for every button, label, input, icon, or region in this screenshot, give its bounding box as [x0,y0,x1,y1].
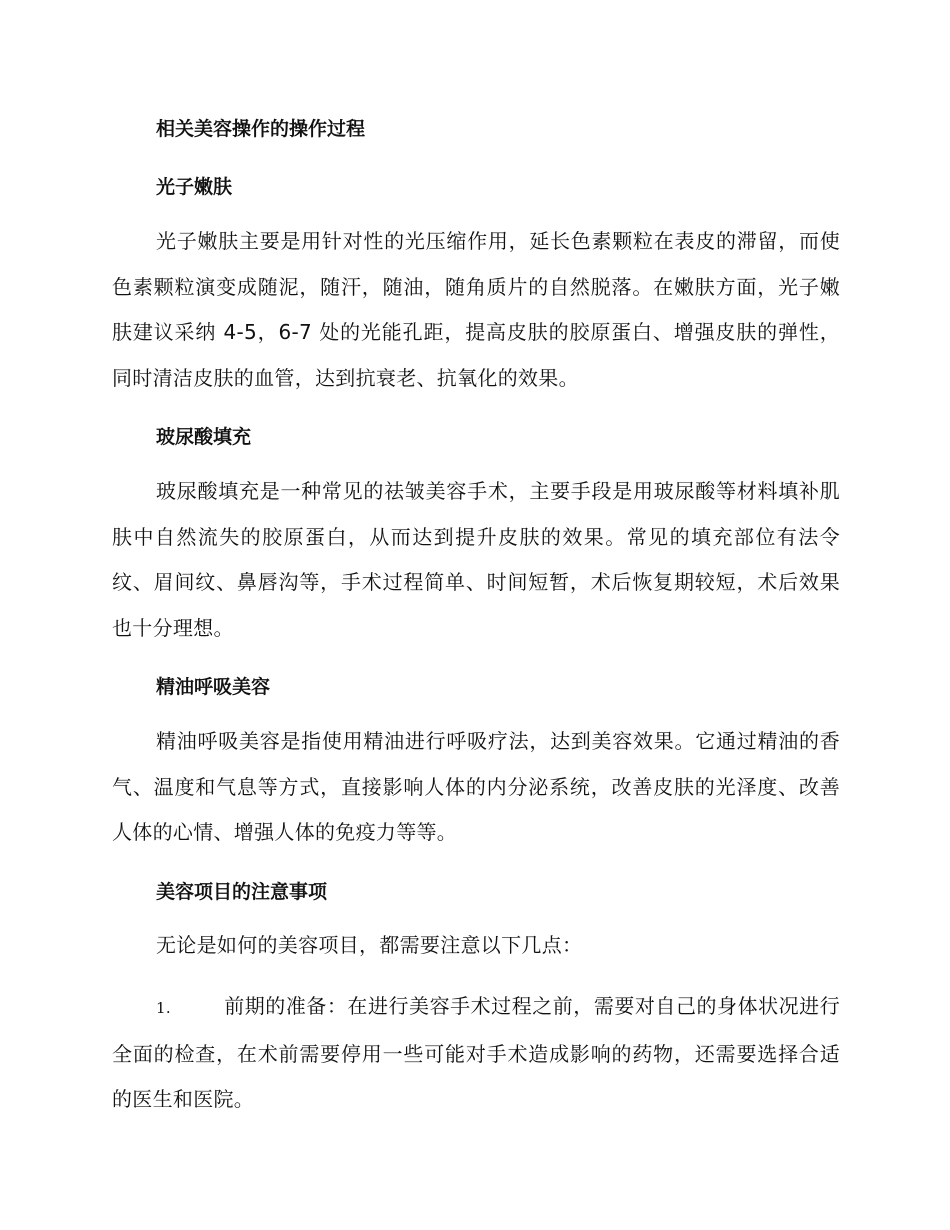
list-item-number: 1. [156,999,171,1017]
document-page [112,110,840,1123]
section-body-hyaluronic: 玻尿酸填充是一种常见的祛皱美容手术，主要手段是用玻尿酸等材料填补肌肤中自然流失的胶原蛋白，从而达到提升皮肤的效果。常见的填充部位有法令纹、眉间纹、鼻唇沟等，手术过程简单、时间短暂，术后恢复期较短，术后效果也十分理想。 [112,479,840,640]
section-body-essential-oil: 精油呼吸美容是指使用精油进行呼吸疗法，达到美容效果。它通过精油的香气、温度和气息等方式，直接影响人体的内分泌系统，改善皮肤的光泽度、改善人体的心情、增强人体的免疫力等等。 [112,729,840,844]
list-item [112,984,840,1123]
section-heading-precautions: 美容项目的注意事项 [156,880,328,903]
section-body-precautions: 无论是如何的美容项目，都需要注意以下几点： [156,932,583,957]
section-heading-hyaluronic: 玻尿酸填充 [156,426,252,448]
section-heading-photon: 光子嫩肤 [156,176,233,198]
document-title: 相关美容操作的操作过程 [156,118,366,140]
section-heading-essential-oil: 精油呼吸美容 [156,676,271,698]
list-item-text: 前期的准备：在进行美容手术过程之前，需要对自己的身体状况进行全面的检查，在术前需要停用一些可能对手术造成影响的药物，还需要选择合适的医生和医院。 [112,994,840,1111]
section-body-photon: 光子嫩肤主要是用针对性的光压缩作用，延长色素颗粒在表皮的滞留，而使色素颗粒演变成随泥，随汗，随油，随角质片的自然脱落。在嫩肤方面，光子嫩肤建议采纳 4-5，6-7 处的光能孔距，提高皮肤的胶原蛋白、增强皮肤的弹性，同时清洁皮肤的血管，达到抗衰老、抗氧化的效果。 [112,229,840,390]
